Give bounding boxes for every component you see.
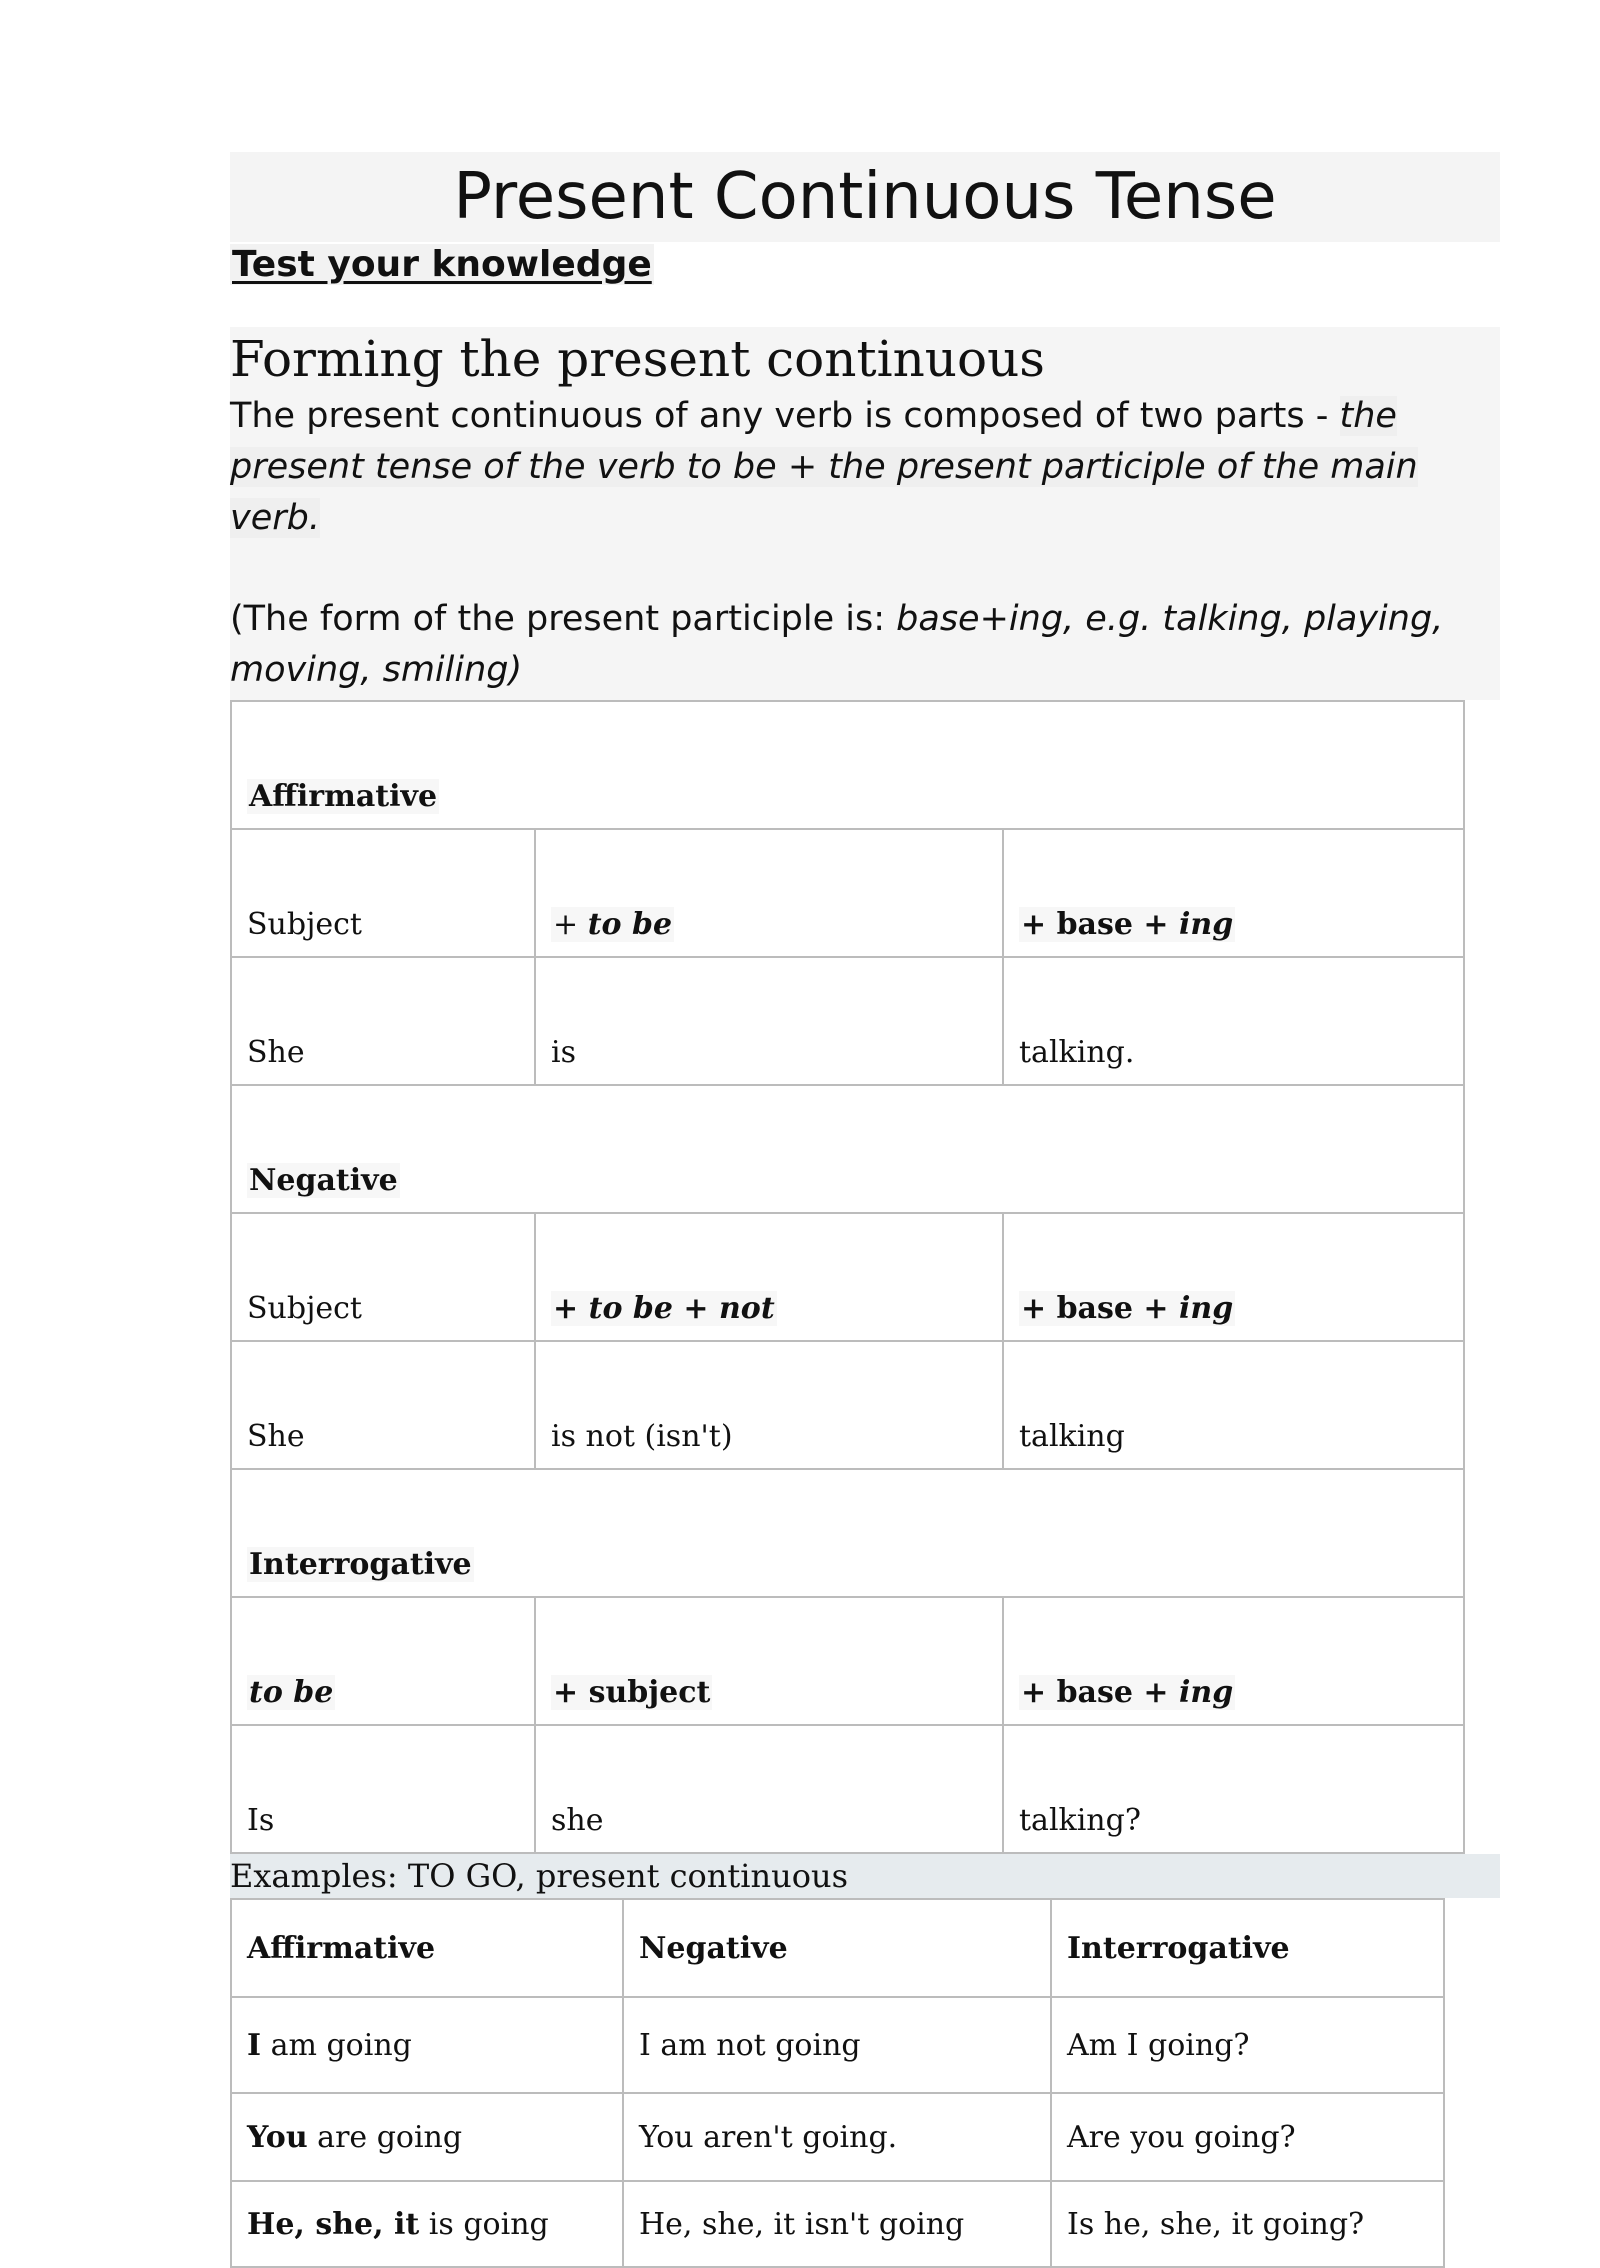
- participle-paragraph: [230, 594, 1500, 696]
- table-cell: talking.: [1003, 957, 1464, 1085]
- composition-italic: the present tense of the verb to be + the present participle of the main verb.: [230, 396, 1418, 538]
- table-cell: is not (isn't): [535, 1341, 1003, 1469]
- table-row: [231, 1213, 1464, 1341]
- table-row: [231, 2181, 1444, 2267]
- table-row: [231, 1725, 1464, 1853]
- participle-text: (The form of the present participle is:: [230, 599, 897, 639]
- examples-table: [230, 1898, 1445, 2268]
- table-row: [231, 829, 1464, 957]
- header-negative: Negative: [623, 1899, 1051, 1997]
- section-heading: Forming the present continuous: [230, 330, 1045, 388]
- table-cell: Subject: [231, 1213, 535, 1341]
- composition-text: The present continuous of any verb is composed of two parts -: [230, 396, 1340, 436]
- page-title: Present Continuous Tense: [453, 160, 1277, 234]
- table-cell: she: [535, 1725, 1003, 1853]
- table-cell: Subject: [231, 829, 535, 957]
- table-cell: is: [535, 957, 1003, 1085]
- table-cell: + to be: [535, 829, 1003, 957]
- table-cell: Are you going?: [1051, 2093, 1444, 2181]
- title-band: [230, 152, 1500, 242]
- table-cell: talking?: [1003, 1725, 1464, 1853]
- table-cell: + to be + not: [535, 1213, 1003, 1341]
- table-cell: Is: [231, 1725, 535, 1853]
- test-your-knowledge-link[interactable]: Test your knowledge: [232, 244, 652, 285]
- table-row: [231, 1085, 1464, 1213]
- header-affirmative: Affirmative: [231, 1899, 623, 1997]
- table-cell: She: [231, 957, 535, 1085]
- interrogative-label-cell: [231, 1469, 1464, 1597]
- table-cell: I am not going: [623, 1997, 1051, 2093]
- table-cell: talking: [1003, 1341, 1464, 1469]
- table-row: [231, 701, 1464, 829]
- negative-label-cell: [231, 1085, 1464, 1213]
- table-cell: to be: [231, 1597, 535, 1725]
- negative-label: Negative: [249, 1163, 398, 1198]
- table-cell: She: [231, 1341, 535, 1469]
- table-row: [231, 2093, 1444, 2181]
- table-row: [231, 1341, 1464, 1469]
- table-cell: He, she, it isn't going: [623, 2181, 1051, 2267]
- affirmative-label-cell: [231, 701, 1464, 829]
- table-cell: I am going: [231, 1997, 623, 2093]
- composition-paragraph: [230, 391, 1500, 544]
- table-cell: + base + ing: [1003, 1213, 1464, 1341]
- participle-italic: base+ing, e.g. talking, playing, moving, smiling): [230, 599, 1444, 690]
- table-row: [231, 957, 1464, 1085]
- table-cell: Am I going?: [1051, 1997, 1444, 2093]
- table-cell: You are going: [231, 2093, 623, 2181]
- table-cell: + subject: [535, 1597, 1003, 1725]
- affirmative-label: Affirmative: [249, 779, 438, 814]
- interrogative-label: Interrogative: [249, 1547, 472, 1582]
- table-row: [231, 1597, 1464, 1725]
- table-row: [231, 1997, 1444, 2093]
- table-cell: He, she, it is going: [231, 2181, 623, 2267]
- table-row: [231, 1469, 1464, 1597]
- grammar-table: [230, 700, 1465, 1854]
- table-cell: Is he, she, it going?: [1051, 2181, 1444, 2267]
- table-cell: You aren't going.: [623, 2093, 1051, 2181]
- table-cell: + base + ing: [1003, 829, 1464, 957]
- table-header-row: [231, 1899, 1444, 1997]
- document-page: [230, 152, 1500, 2268]
- forming-section: [230, 327, 1500, 700]
- examples-heading: Examples: TO GO, present continuous: [230, 1854, 1500, 1898]
- table-cell: + base + ing: [1003, 1597, 1464, 1725]
- header-interrogative: Interrogative: [1051, 1899, 1444, 1997]
